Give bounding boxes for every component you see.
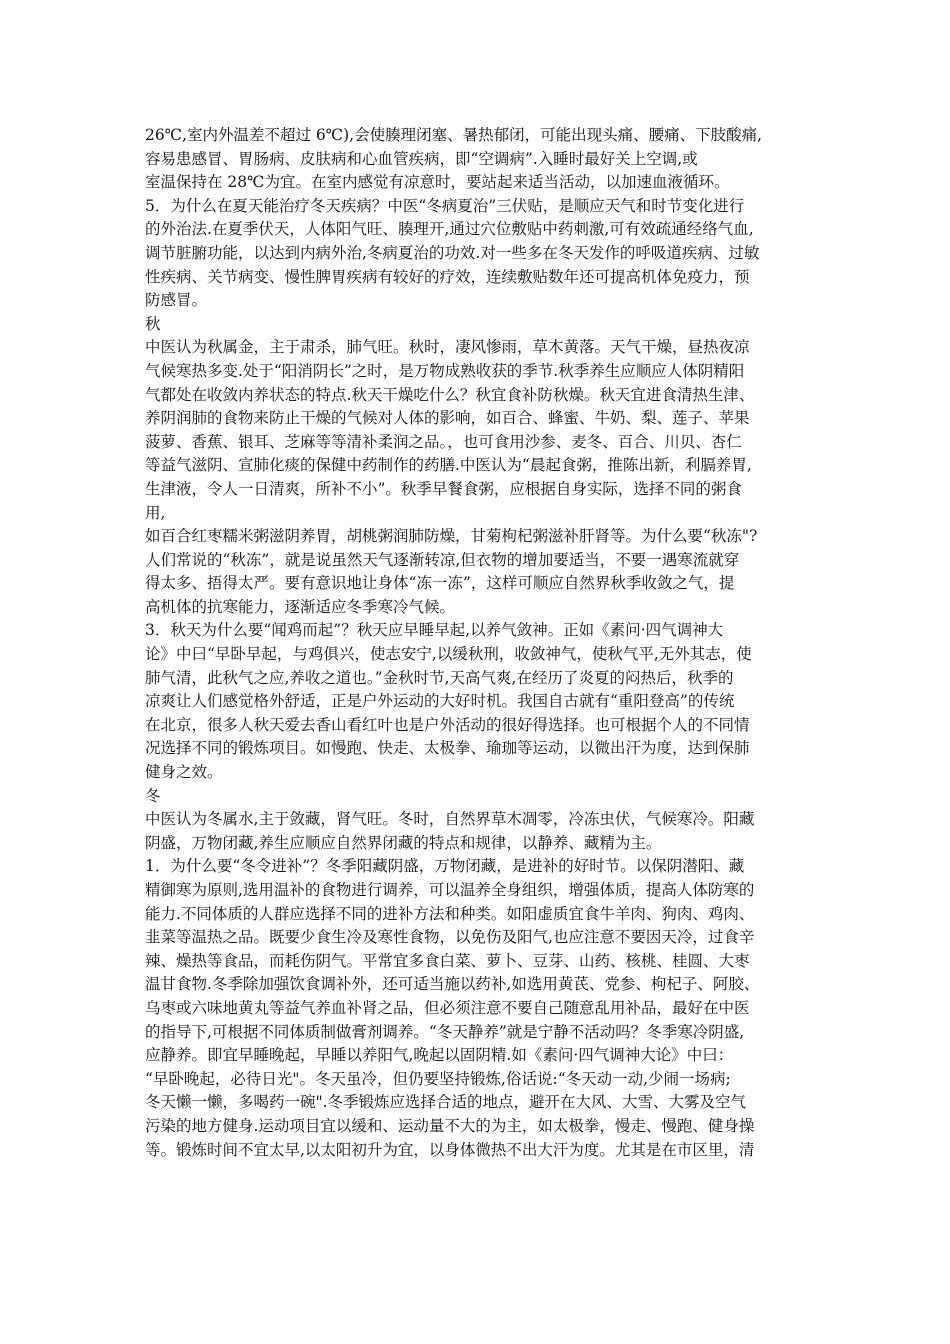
text-line: 生津液，令人一日清爽，所补不小”。秋季早餐食粥，应根据自身实际，选择不同的粥食 — [145, 479, 742, 498]
text-line: “早卧晚起，必待日光"。冬天虽冷，但仍要坚持锻炼,俗话说:“冬天动一动,少闹一场病; — [145, 1069, 731, 1088]
text-line: 如百合红枣糯米粥滋阴养胃，胡桃粥润肺防燥，甘菊枸杞粥滋补肝肾等。为什么要“秋冻"? — [145, 527, 758, 546]
text-line: 室温保持在 28℃为宜。在室内感觉有凉意时，要站起来适当活动，以加速血液循环。 — [145, 173, 730, 192]
text-line: 乌枣或六味地黄丸等益气养血补肾之品，但必须注意不要自己随意乱用补品，最好在中医 — [145, 998, 750, 1017]
text-line: 精御寒为原则,选用温补的食物进行调养，可以温养全身组织，增强体质，提高人体防寒的 — [145, 881, 755, 899]
text-line: 论》中曰“早卧早起，与鸡俱兴，使志安宁,以缓秋刑，收敛神气，使秋气平,无外其志，使 — [145, 645, 752, 664]
text-line: 调节脏腑功能，以达到内病外治,冬病夏治的功效.对一些多在冬天发作的呼吸道疾病、过敏 — [145, 243, 760, 262]
text-line: 用, — [145, 503, 166, 522]
text-line: 高机体的抗寒能力，逐渐适应冬季寒冷气候。 — [145, 597, 456, 616]
text-line: 肺气清，此秋气之应,养收之道也。”金秋时节,天高气爽,在经历了炎夏的闷热后，秋季的 — [145, 668, 734, 687]
text-line: 冬天懒一懒，多喝药一碗".冬季锻炼应选择合适的地点，避开在大风、大雪、大雾及空气 — [145, 1093, 747, 1112]
text-line: 气都处在收敛内养状态的特点.秋天干燥吃什么？秋宜食补防秋燥。秋天宜进食清热生津、 — [145, 385, 755, 404]
text-line: 得太多、捂得太严。要有意识地让身体“冻一冻”，这样可顺应自然界秋季收敛之气，提 — [145, 574, 735, 593]
text-line: 5．为什么在夏天能治疗冬天疾病？中医“冬病夏治”三伏贴，是顺应天气和时节变化进行 — [145, 196, 745, 215]
text-line: 防感冒。 — [145, 291, 208, 310]
text-line: 人们常说的“秋冻”，就是说虽然天气逐渐转凉,但衣物的增加要适当，不要一遇寒流就穿 — [145, 550, 740, 569]
text-line: 能力.不同体质的人群应选择不同的进补方法和种类。如阳虚质宜食牛羊肉、狗肉、鸡肉、 — [145, 904, 755, 923]
text-line: 冬 — [145, 786, 161, 805]
text-line: 的外治法.在夏季伏天，人体阳气旺、腠理开,通过穴位敷贴中药刺激,可有效疏通经络气血, — [145, 220, 754, 239]
document-body — [145, 124, 815, 1162]
text-line: 健身之效。 — [145, 763, 223, 782]
text-line: 性疾病、关节病变、慢性脾胃疾病有较好的疗效，连续敷贴数年还可提高机体免疫力，预 — [145, 267, 750, 286]
text-line: 等益气滋阴、宣肺化痰的保健中药制作的药膳.中医认为“晨起食粥，推陈出新，利膈养胃, — [145, 456, 752, 475]
text-line: 菠萝、香蕉、银耳、芝麻等等清补柔润之品。，也可食用沙参、麦冬、百合、川贝、杏仁 — [145, 432, 742, 451]
text-line: 26℃,室内外温差不超过 6℃),会使腠理闭塞、暑热郁闭，可能出现头痛、腰痛、下肢酸痛, — [145, 126, 763, 144]
text-line: 养阴润肺的食物来防止干燥的气候对人体的影响，如百合、蜂蜜、牛奶、梨、莲子、苹果 — [145, 409, 750, 428]
text-line: 辣、燥热等食品，而耗伤阴气。平常宜多食白菜、萝卜、豆芽、山药、核桃、桂圆、大枣 — [145, 951, 750, 970]
text-line: 阴盛，万物闭藏,养生应顺应自然界闭藏的特点和规律，以静养、藏精为主。 — [145, 833, 662, 852]
text-line: 凉爽让人们感觉格外舒适，正是户外运动的大好时机。我国自古就有“重阳登高”的传统 — [145, 692, 735, 711]
text-line: 中医认为冬属水,主于敛藏，肾气旺。冬时，自然界草木凋零，冷冻虫伏，气候寒冷。阳藏 — [145, 810, 755, 829]
text-line: 气候寒热多变.处于“阳消阴长”之时，是万物成熟收获的季节.秋季养生应顺应人体阴精阳 — [145, 361, 745, 380]
text-line: 等。锻炼时间不宜太早,以太阳初升为宜，以身体微热不出大汗为度。尤其是在市区里，清 — [145, 1140, 755, 1159]
text-line: 秋 — [145, 314, 161, 333]
text-line: 中医认为秋属金，主于肃杀，肺气旺。秋时，凄风惨雨，草木黄落。天气干燥，昼热夜凉 — [145, 338, 750, 357]
text-line: 温甘食物.冬季除加强饮食调补外，还可适当施以药补,如选用黄芪、党参、枸杞子、阿胶、 — [145, 975, 760, 994]
text-line: 污染的地方健身.运动项目宜以缓和、运动量不大的为主，如太极拳，慢走、慢跑、健身操 — [145, 1116, 755, 1135]
text-line: 的指导下,可根据不同体质制做膏剂调养。“冬天静养”就是宁静不活动吗？冬季寒冷阴盛, — [145, 1022, 745, 1041]
text-line: 容易患感冒、胃肠病、皮肤病和心血管疾病，即“空调病”.入睡时最好关上空调,或 — [145, 149, 698, 168]
text-line: 1．为什么要“冬令进补”？冬季阳藏阴盛，万物闭藏，是进补的好时节。以保阴潜阳、藏 — [145, 857, 745, 876]
text-line: 3．秋天为什么要“闻鸡而起”？秋天应早睡早起,以养气敛神。正如《素问·四气调神大 — [145, 621, 724, 640]
text-line: 韭菜等温热之品。既要少食生冷及寒性食物，以免伤及阳气,也应注意不要因天冷，过食辛 — [145, 928, 755, 947]
text-line: 在北京，很多人秋天爱去香山看红叶也是户外活动的很好得选择。也可根据个人的不同情 — [145, 715, 750, 734]
text-line: 应静养。即宜早睡晚起，早睡以养阳气,晚起以固阴精.如《素问·四气调神大论》中曰： — [145, 1046, 734, 1065]
text-line: 况选择不同的锻炼项目。如慢跑、快走、太极拳、瑜珈等运动，以微出汗为度，达到保肺 — [145, 739, 750, 758]
